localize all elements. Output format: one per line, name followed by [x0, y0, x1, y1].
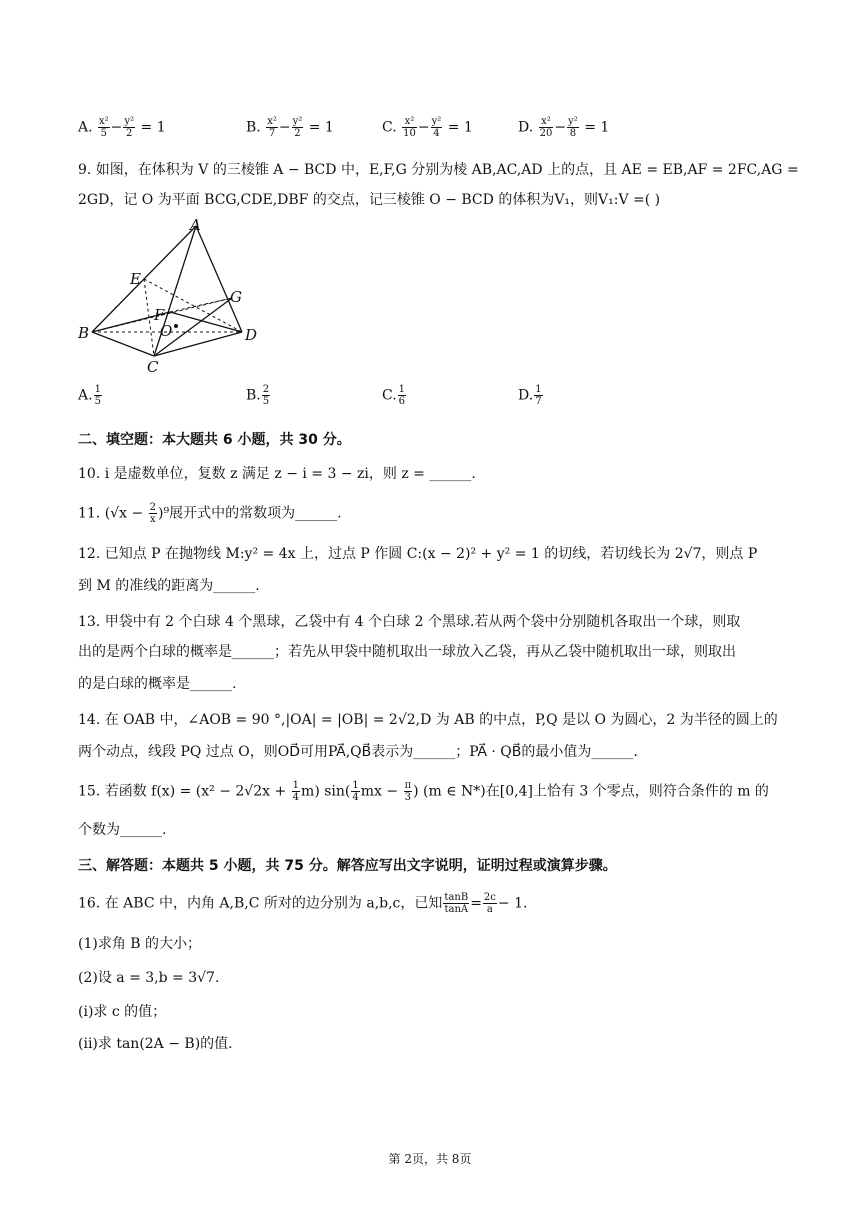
q9-option-d: D. $\frac{1}{7}$ — [518, 384, 542, 407]
label-d: D — [245, 326, 258, 344]
tetrahedron-figure — [72, 214, 272, 374]
label-e: E — [130, 270, 141, 288]
q14-text-line2: 两个动点，线段 PQ 过点 O，则OD⃗可用PA⃗,QB⃗表示为______；PA⃗ · QB⃗的最小值为______. — [78, 744, 638, 760]
q15-text-line2: 个数为______. — [78, 822, 167, 838]
section-3-heading: 三、解答题：本题共 5 小题，共 75 分。解答应写出文字说明，证明过程或演算步骤。 — [78, 858, 617, 874]
label-o: O — [160, 322, 173, 340]
q9-text-line1: 9. 如图，在体积为 V 的三棱锥 A − BCD 中，E,F,G 分别为棱 AB,AC,AD 上的点，且 AE = EB,AF = 2FC,AG = — [78, 162, 799, 178]
q10-text: 10. i 是虚数单位，复数 z 满足 z − i = 3 − zi，则 z = ______. — [78, 466, 476, 482]
q13-text-line1: 13. 甲袋中有 2 个白球 4 个黑球，乙袋中有 4 个白球 2 个黑球.若从两个袋中分别随机各取出一个球，则取 — [78, 614, 741, 630]
q8-option-c: C. $\frac{\text{x²}}{10}$ − $\frac{\text{y²}}{4}$ = 1 — [382, 116, 473, 139]
q9-option-a: A. $\frac{1}{5}$ — [78, 384, 101, 407]
label-f: F — [154, 306, 165, 324]
section-2-heading: 二、填空题：本大题共 6 小题，共 30 分。 — [78, 432, 351, 448]
q8-option-b: B. $\frac{\text{x²}}{7}$ − $\frac{\text{y²}}{2}$ = 1 — [246, 116, 334, 139]
q9-text-line2: 2GD，记 O 为平面 BCG,CDE,DBF 的交点，记三棱锥 O − BCD 的体积为V₁，则V₁:V =( ) — [78, 192, 661, 208]
q16-part2-ii: (ii)求 tan(2A − B)的值. — [78, 1036, 233, 1052]
q16-part2-i: (i)求 c 的值； — [78, 1004, 167, 1020]
q12-text-line2: 到 M 的准线的距离为______. — [78, 578, 260, 594]
q8-option-a: A. $\frac{\text{x²}}{5}$ − $\frac{\text{y²}}{2}$ = 1 — [78, 116, 166, 139]
q13-text-line2: 出的是两个白球的概率是______；若先从甲袋中随机取出一球放入乙袋，再从乙袋中随机取出一球，则取出 — [78, 644, 736, 660]
q8-option-d: D. $\frac{\text{x²}}{20}$ − $\frac{\text{y²}}{8}$ = 1 — [518, 116, 610, 139]
q16-text: 16. 在 ABC 中，内角 A,B,C 所对的边分别为 a,b,c，已知 $\frac{\tan B}{\tan A}$ = $\frac{2c}{a}$ − 1. — [78, 892, 528, 915]
q12-text-line1: 12. 已知点 P 在抛物线 M:y² = 4x 上，过点 P 作圆 C:(x − 2)² + y² = 1 的切线，若切线长为 2√7，则点 P — [78, 546, 758, 562]
q14-text-line1: 14. 在 OAB 中，∠AOB = 90 °,|OA| = |OB| = 2√2,D 为 AB 的中点，P,Q 是以 O 为圆心，2 为半径的圆上的 — [78, 712, 778, 728]
q16-part2: (2)设 a = 3,b = 3√7. — [78, 970, 220, 986]
label-g: G — [230, 288, 242, 306]
q9-option-b: B. $\frac{2}{5}$ — [246, 384, 270, 407]
label-b: B — [78, 324, 90, 342]
q13-text-line3: 的是白球的概率是______. — [78, 676, 237, 692]
label-c: C — [147, 358, 159, 374]
label-a: A — [190, 216, 201, 234]
q15-text-line1: 15. 若函数 f(x) = (x² − 2√2x + $\frac{1}{4}$ m) sin( $\frac{1}{4}$ mx − $\frac{\pi}{3}$ ) (m ∈ N*)在[0,4]上恰有 3 个零点，则符合条件的 m 的 — [78, 780, 769, 803]
q11-text: 11. (√x − $\frac{2}{x}$ )⁹展开式中的常数项为______. — [78, 502, 342, 525]
q9-option-c: C. $\frac{1}{6}$ — [382, 384, 406, 407]
page-footer: 第 2页，共 8页 — [388, 1152, 472, 1166]
q16-part1: (1)求角 B 的大小； — [78, 936, 202, 952]
